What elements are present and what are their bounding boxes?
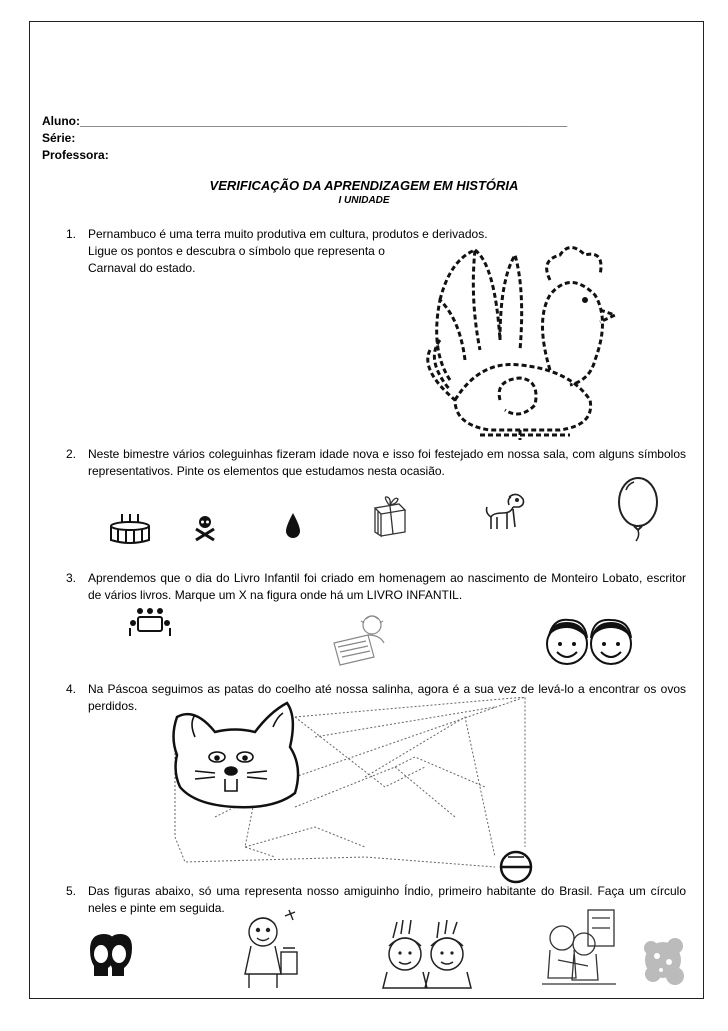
child-with-book-icon[interactable] [328,613,394,667]
two-heads-icon[interactable] [86,932,136,978]
balloon-icon[interactable] [614,476,662,542]
faded-stamp-image [641,930,687,992]
dog-icon[interactable] [483,491,527,533]
two-children-faces-icon[interactable] [543,610,635,674]
question-number: 2. [66,447,77,461]
question-2 [66,446,686,482]
drop-icon[interactable] [284,512,302,540]
question-text: Neste bimestre vários coleguinhas fizeram idade nova e isso foi festejado em nossa sala, com alguns símbolos representativos. Pinte os elementos que estudamos nesta ocasião. [88,447,686,478]
question-number: 5. [66,884,77,898]
professora-label: Professora: [42,148,109,162]
question-number: 4. [66,682,77,696]
question-text: Pernambuco é uma terra muito produtiva em cultura, produtos e derivados. [88,227,488,241]
question-3 [66,570,686,606]
bunny-maze-drawing[interactable] [165,697,565,887]
meeting-table-icon[interactable] [128,606,172,638]
birthday-cake-icon[interactable] [108,512,152,546]
question-text: Das figuras abaixo, só uma representa nosso amiguinho Índio, primeiro habitante do Brasil. Faça um círculo neles e pinte em seguida. [88,884,686,915]
page-subtitle: I UNIDADE [338,195,390,206]
page-title: VERIFICAÇÃO DA APRENDIZAGEM EM HISTÓRIA [209,178,519,193]
serie-label: Série: [42,131,76,145]
question-text: Ligue os pontos e descubra o símbolo que representa o [88,244,385,258]
aluno-line: Aluno:_________________________________________________________________________ [42,114,568,128]
gift-box-icon[interactable] [369,494,409,538]
question-number: 1. [66,227,77,241]
skull-crossbones-icon[interactable] [193,514,217,542]
question-text: Na Páscoa seguimos as patas do coelho até nossa salinha, agora é a sua vez de levá-lo a encontrar os ovos perdidos. [88,682,686,713]
question-text: Aprendemos que o dia do Livro Infantil foi criado em homenagem ao nascimento de Monteiro Lobato, escritor de vários livros. Marque um X na figura onde há um LIVRO INFANTIL. [88,571,686,602]
kids-reading-icon[interactable] [540,908,618,988]
rooster-dot-drawing[interactable] [420,240,620,450]
boy-with-toys-icon[interactable] [235,908,305,992]
question-text: Carnaval do estado. [88,261,196,275]
indigenous-children-icon[interactable] [379,920,475,990]
question-number: 3. [66,571,77,585]
